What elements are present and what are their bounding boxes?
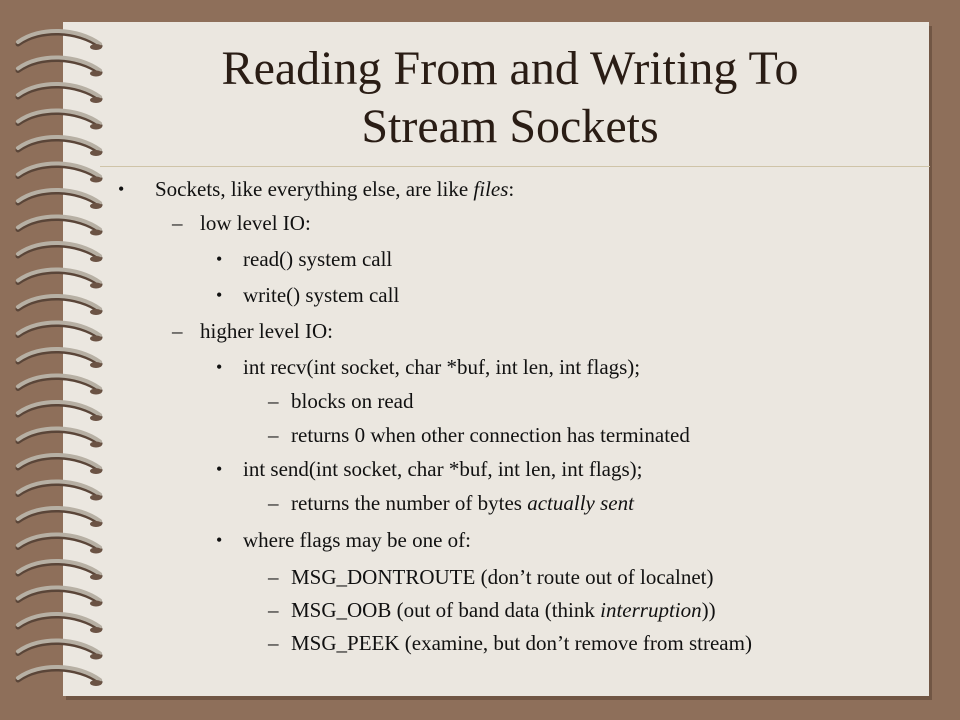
title-line-1: Reading From and Writing To [221,42,799,95]
dash-marker: – [268,423,279,447]
item-send-signature: int send(int socket, char *buf, int len, int flags); [243,457,643,481]
binding-hole [90,548,102,554]
sub-higher-level-io: higher level IO: [200,319,333,343]
binding-hole [90,230,102,236]
binding-hole [90,336,102,342]
item-read-call: read() system call [243,247,393,271]
dash-marker: – [268,565,279,589]
dash-marker: – [268,598,279,622]
item-write-call: write() system call [243,283,400,307]
title-line-2: Stream Sockets [361,100,659,153]
binding-hole [90,654,102,660]
bullet-sockets-like-files: Sockets, like everything else, are like files: [155,177,515,201]
binding-hole [90,468,102,474]
dash-marker: – [268,491,279,515]
binding-hole [90,495,102,501]
detail-blocks-on-read: blocks on read [291,389,414,413]
binding-hole [90,574,102,580]
dash-marker: – [268,631,279,655]
binding-hole [90,309,102,315]
flag-msg-oob: MSG_OOB (out of band data (think interruption)) [291,598,716,622]
binding-hole [90,680,102,686]
bullet-marker: • [216,285,223,305]
binding-hole [90,177,102,183]
bullet-marker: • [118,179,125,199]
item-recv-signature: int recv(int socket, char *buf, int len, int flags); [243,355,641,379]
binding-hole [90,415,102,421]
binding-hole [90,601,102,607]
dash-marker: – [268,389,279,413]
binding-hole [90,203,102,209]
bullet-marker: • [216,530,223,550]
detail-returns-bytes-sent: returns the number of bytes actually sent [291,491,634,515]
item-flags-intro: where flags may be one of: [243,528,471,552]
flag-msg-peek: MSG_PEEK (examine, but don’t remove from stream) [291,631,752,655]
binding-hole [90,283,102,289]
title-divider [100,166,930,167]
bullet-marker: • [216,249,223,269]
binding-hole [90,627,102,633]
binding-hole [90,521,102,527]
slide-title [90,40,930,156]
detail-returns-zero: returns 0 when other connection has terminated [291,423,690,447]
bullet-marker: • [216,357,223,377]
dash-marker: – [172,319,183,343]
binding-hole [90,389,102,395]
flag-msg-dontroute: MSG_DONTROUTE (don’t route out of localnet) [291,565,714,589]
binding-hole [90,442,102,448]
binding-hole [90,256,102,262]
binding-hole [90,362,102,368]
bullet-marker: • [216,459,223,479]
dash-marker: – [172,211,183,235]
sub-low-level-io: low level IO: [200,211,311,235]
